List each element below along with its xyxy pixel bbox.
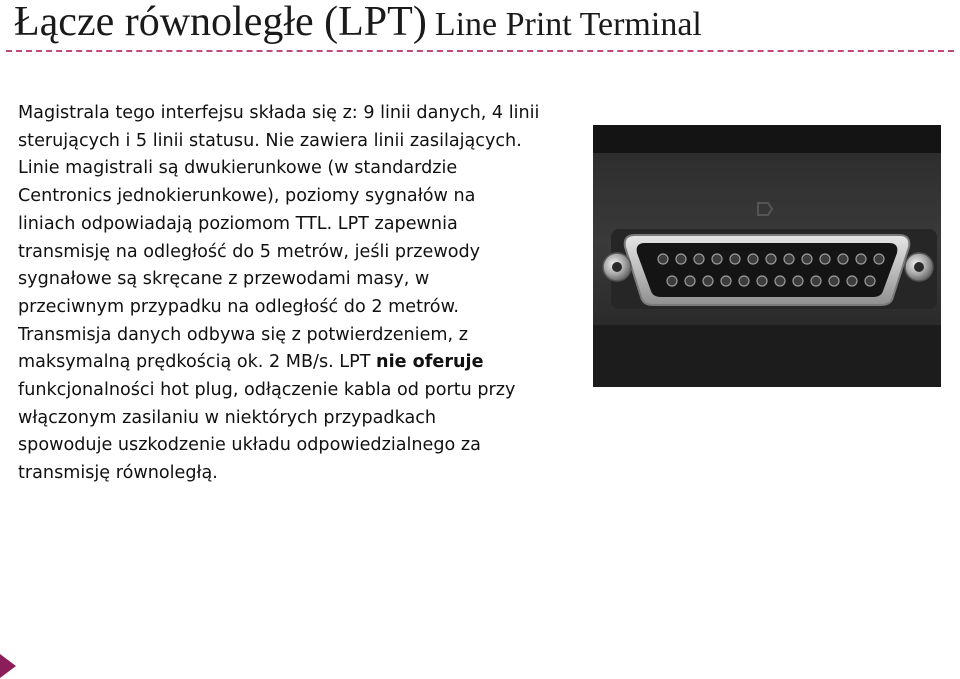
db25-connector-face (637, 243, 898, 297)
body-line-with-emphasis (18, 349, 563, 377)
photo-bottom-band (593, 325, 941, 387)
body-paragraph (18, 100, 563, 488)
body-line: Magistrala tego interfejsu składa się z: 9 linii danych, 4 linii (18, 103, 540, 123)
left-screw-icon (603, 253, 631, 281)
body-line: Transmisja danych odbywa się z potwierdzeniem, z (18, 324, 468, 345)
photo-top-band (593, 125, 941, 153)
body-line: Centronics jednokierunkowe), poziomy sygnałów na (18, 186, 476, 207)
body-line: sterujących i 5 linii statusu. Nie zawiera linii zasilających. (18, 130, 522, 151)
title-main: Łącze równoległe (LPT) (14, 0, 427, 45)
slide-title (14, 0, 702, 47)
body-line: transmisję równoległą. (18, 463, 218, 484)
slide-bullet-icon (0, 654, 18, 678)
title-subtitle: Line Print Terminal (434, 6, 702, 43)
body-line: liniach odpowiadają poziomom TTL. LPT zapewnia (18, 213, 458, 234)
body-line: transmisję na odległość do 5 metrów, jeśli przewody (18, 241, 481, 262)
right-screw-icon (905, 253, 933, 281)
body-line: przeciwnym przypadku na odległość do 2 metrów. (18, 296, 459, 317)
title-divider (6, 50, 954, 52)
body-line: spowoduje uszkodzenie układu odpowiedzialnego za (18, 435, 481, 456)
body-line: sygnałowe są skręcane z przewodami masy, w (18, 269, 430, 290)
body-line: włączonym zasilaniu w niektórych przypadkach (18, 407, 437, 428)
body-line: Linie magistrali są dwukierunkowe (w standardzie (18, 158, 458, 179)
parallel-port-photo (593, 125, 941, 387)
body-line: funkcjonalności hot plug, odłączenie kabla od portu przy (18, 380, 516, 401)
body-line-text: maksymalną prędkością ok. 2 MB/s. LPT (18, 352, 377, 373)
bold-phrase: nie oferuje (376, 352, 484, 373)
